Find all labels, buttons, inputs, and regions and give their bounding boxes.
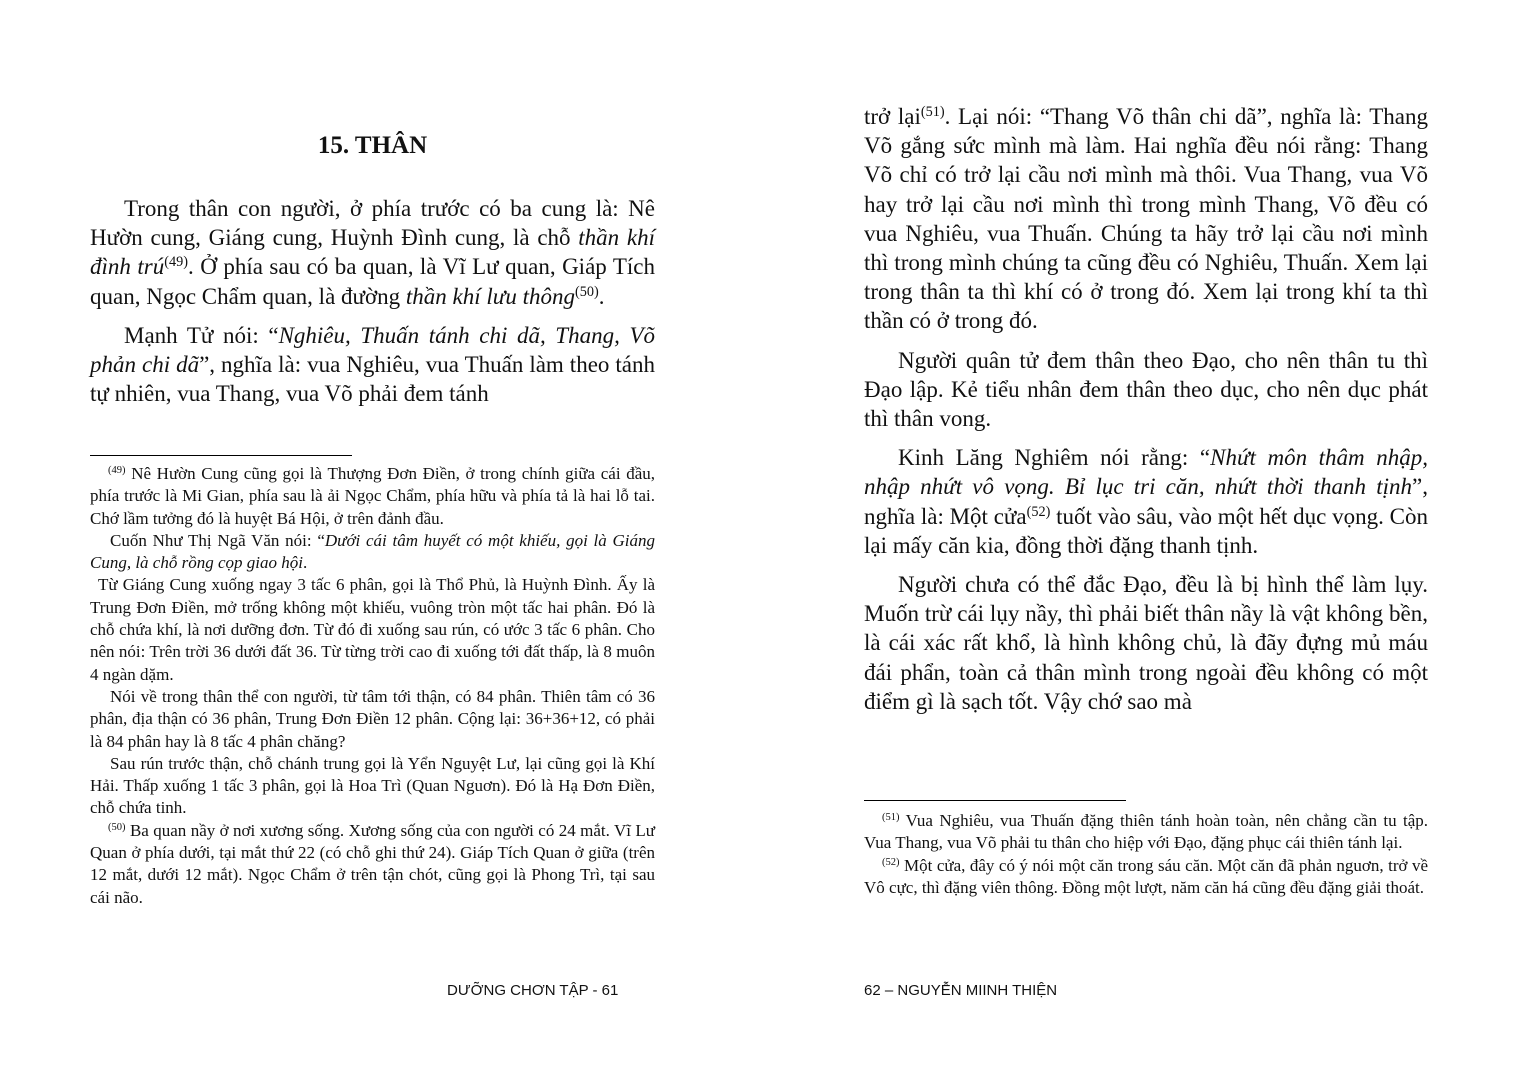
paragraph-lang-nghiem: Kinh Lăng Nghiêm nói rằng: “Nhứt môn thâm nhập, nhập nhứt vô vọng. Bỉ lục tri căn, nhứt thời thanh tịnh”, nghĩa là: Một cửa$^{(52)}$ tuốt vào sâu, vào một hết dục vọng. Còn lại mấy căn kia, đồng thời đặng thanh tịnh. <box>864 445 1429 558</box>
footnote-49-giang-cung: Từ Giáng Cung xuống ngay 3 tấc 6 phân, gọi là Thổ Phủ, là Huỳnh Đình. Ấy là Trung Đơn Điền, mở trống không một khiếu, vuông tròn một tấc hai phân. Đó là chỗ chứa khí, là nơi dưỡng đơn. Từ đó đi xuống sau rún, có ước 3 tấc 6 phân. Cho nên nói: Trên trời 36 dưới đất 36. Từ từng trời cao đi xuống tới đất thấp, là 8 muôn 4 ngàn dặm. <box>90 575 655 684</box>
left-footnotes <box>90 463 655 909</box>
right-page <box>864 0 1428 1076</box>
page-footer-left: DƯỠNG CHƠN TẬP - 61 <box>447 982 619 999</box>
footnote-49-sau-run: Sau rún trước thận, chỗ chánh trung gọi là Yển Nguyệt Lư, lại cũng gọi là Khí Hải. Thấp xuống 1 tấc 3 phân, gọi là Hoa Trì (Quan Nguơn). Đó là Hạ Đơn Điền, chỗ chứa tinh. <box>90 753 655 818</box>
paragraph-dac-dao: Người chưa có thể đắc Đạo, đều là bị hình thể làm lụy. Muốn trừ cái lụy nầy, thì phải biết thân nầy là vật không bền, là cái xác rất khổ, là hình không chủ, là đãy đựng mủ máu đái phẩn, toàn cả thân mình trong ngoài đều không có một điểm gì là sạch tốt. Vậy chớ sao mà <box>864 572 1428 714</box>
right-body-text <box>864 102 1428 726</box>
footnote-separator <box>90 455 352 456</box>
footnote-49-nhu-thi: Cuốn Như Thị Ngã Văn nói: “Dưới cái tâm huyết có một khiếu, gọi là Giáng Cung, là chỗ rồng cọp giao hội. <box>90 530 656 573</box>
footnote-ref-52: (52) <box>1026 503 1051 520</box>
footnote-49-tam-than: Nói về trong thân thể con người, từ tâm tới thận, có 84 phân. Thiên tâm có 36 phân, địa thận có 36 phân, Trung Đơn Điền 12 phân. Cộng lại: 36+36+12, có phải là 84 phân hay là 8 tấc 4 phân chăng? <box>90 686 655 751</box>
footnote-51: $^{(51)}$ Vua Nghiêu, vua Thuấn đặng thiên tánh hoàn toàn, nên chẳng cần tu tập. Vua Thang, vua Võ phải tu thân cho hiệp với Đạo, đặng phục cái thiên tánh lại. <box>864 811 1428 853</box>
paragraph-quan-tu: Người quân tử đem thân theo Đạo, cho nên thân tu thì Đạo lập. Kẻ tiểu nhân đem thân theo dục, cho nên dục phát thì thân vong. <box>864 347 1428 432</box>
footnote-50: $^{(50)}$ Ba quan nầy ở nơi xương sống. Xương sống của con người có 24 mắt. Vĩ Lư Quan ở phía dưới, tại mắt thứ 22 (có chỗ ghi thứ 24). Giáp Tích Quan ở giữa (trên 12 mắt, dưới 12 mắt). Ngọc Chẩm ở trên tận chót, cũng gọi là Phong Trì, tại sau cái não. <box>90 820 655 907</box>
right-footnotes <box>864 810 1428 899</box>
footnote-ref-50: (50) <box>574 283 599 300</box>
chapter-title: 15. THÂN <box>317 132 428 159</box>
paragraph-manh-tu: Mạnh Tử nói: “Nghiêu, Thuấn tánh chi dã, Thang, Võ phản chi dã”, nghĩa là: vua Nghiêu, vua Thuấn làm theo tánh tự nhiên, vua Thang, vua Võ phải đem tánh <box>90 322 655 407</box>
footnote-52: $^{(52)}$ Một cửa, đây có ý nói một căn trong sáu căn. Một căn đã phản nguơn, trở về Vô cực, thì đặng viên thông. Đồng một lượt, năm căn há cũng đều đặng giải thoát. <box>864 855 1428 897</box>
left-body-text <box>90 194 655 418</box>
footnote-ref-49: (49) <box>164 254 188 271</box>
footnote-ref-51: (51) <box>920 104 945 121</box>
footnote-49: $^{(49)}$ Nê Hườn Cung cũng gọi là Thượng Đơn Điền, ở trong chính giữa cái đầu, phía trước là Mi Gian, phía sau là ải Ngọc Chẩm, phía hữu và phía tả là hai lỗ tai. Chớ lầm tưởng đó là huyệt Bá Hội, ở trên đảnh đầu. <box>90 464 655 528</box>
paragraph-than-intro: Trong thân con người, ở phía trước có ba cung là: Nê Hườn cung, Giáng cung, Huỳnh Đình cung, là chỗ thần khí đình trú$^{(49)}$. Ở phía sau có ba quan, là Vĩ Lư quan, Giáp Tích quan, Ngọc Chẩm quan, là đường thần khí lưu thông$^{(50)}$. <box>90 196 656 309</box>
paragraph-continued: trở lại$^{(51)}$. Lại nói: “Thang Võ thân chi dã”, nghĩa là: Thang Võ gắng sức mình mà làm. Hai nghĩa đều nói rằng: Thang Võ chỉ có trở lại cầu nơi mình mà thôi. Vua Thang, vua Võ hay trở lại cầu nơi mình thì trong mình Thang, Võ đều có vua Nghiêu, vua Thuấn. Chúng ta hãy trở lại cầu nơi mình thì trong mình chúng ta cũng đều có Nghiêu, Thuấn. Xem lại trong thân ta thì khí có ở trong đó. Xem lại trong khí ta thì thần có ở trong đó. <box>864 104 1428 334</box>
footnote-separator-right <box>864 800 1126 801</box>
left-page <box>90 0 655 1076</box>
page-footer-right: 62 – NGUYỄN MIINH THIỆN <box>864 982 1058 999</box>
